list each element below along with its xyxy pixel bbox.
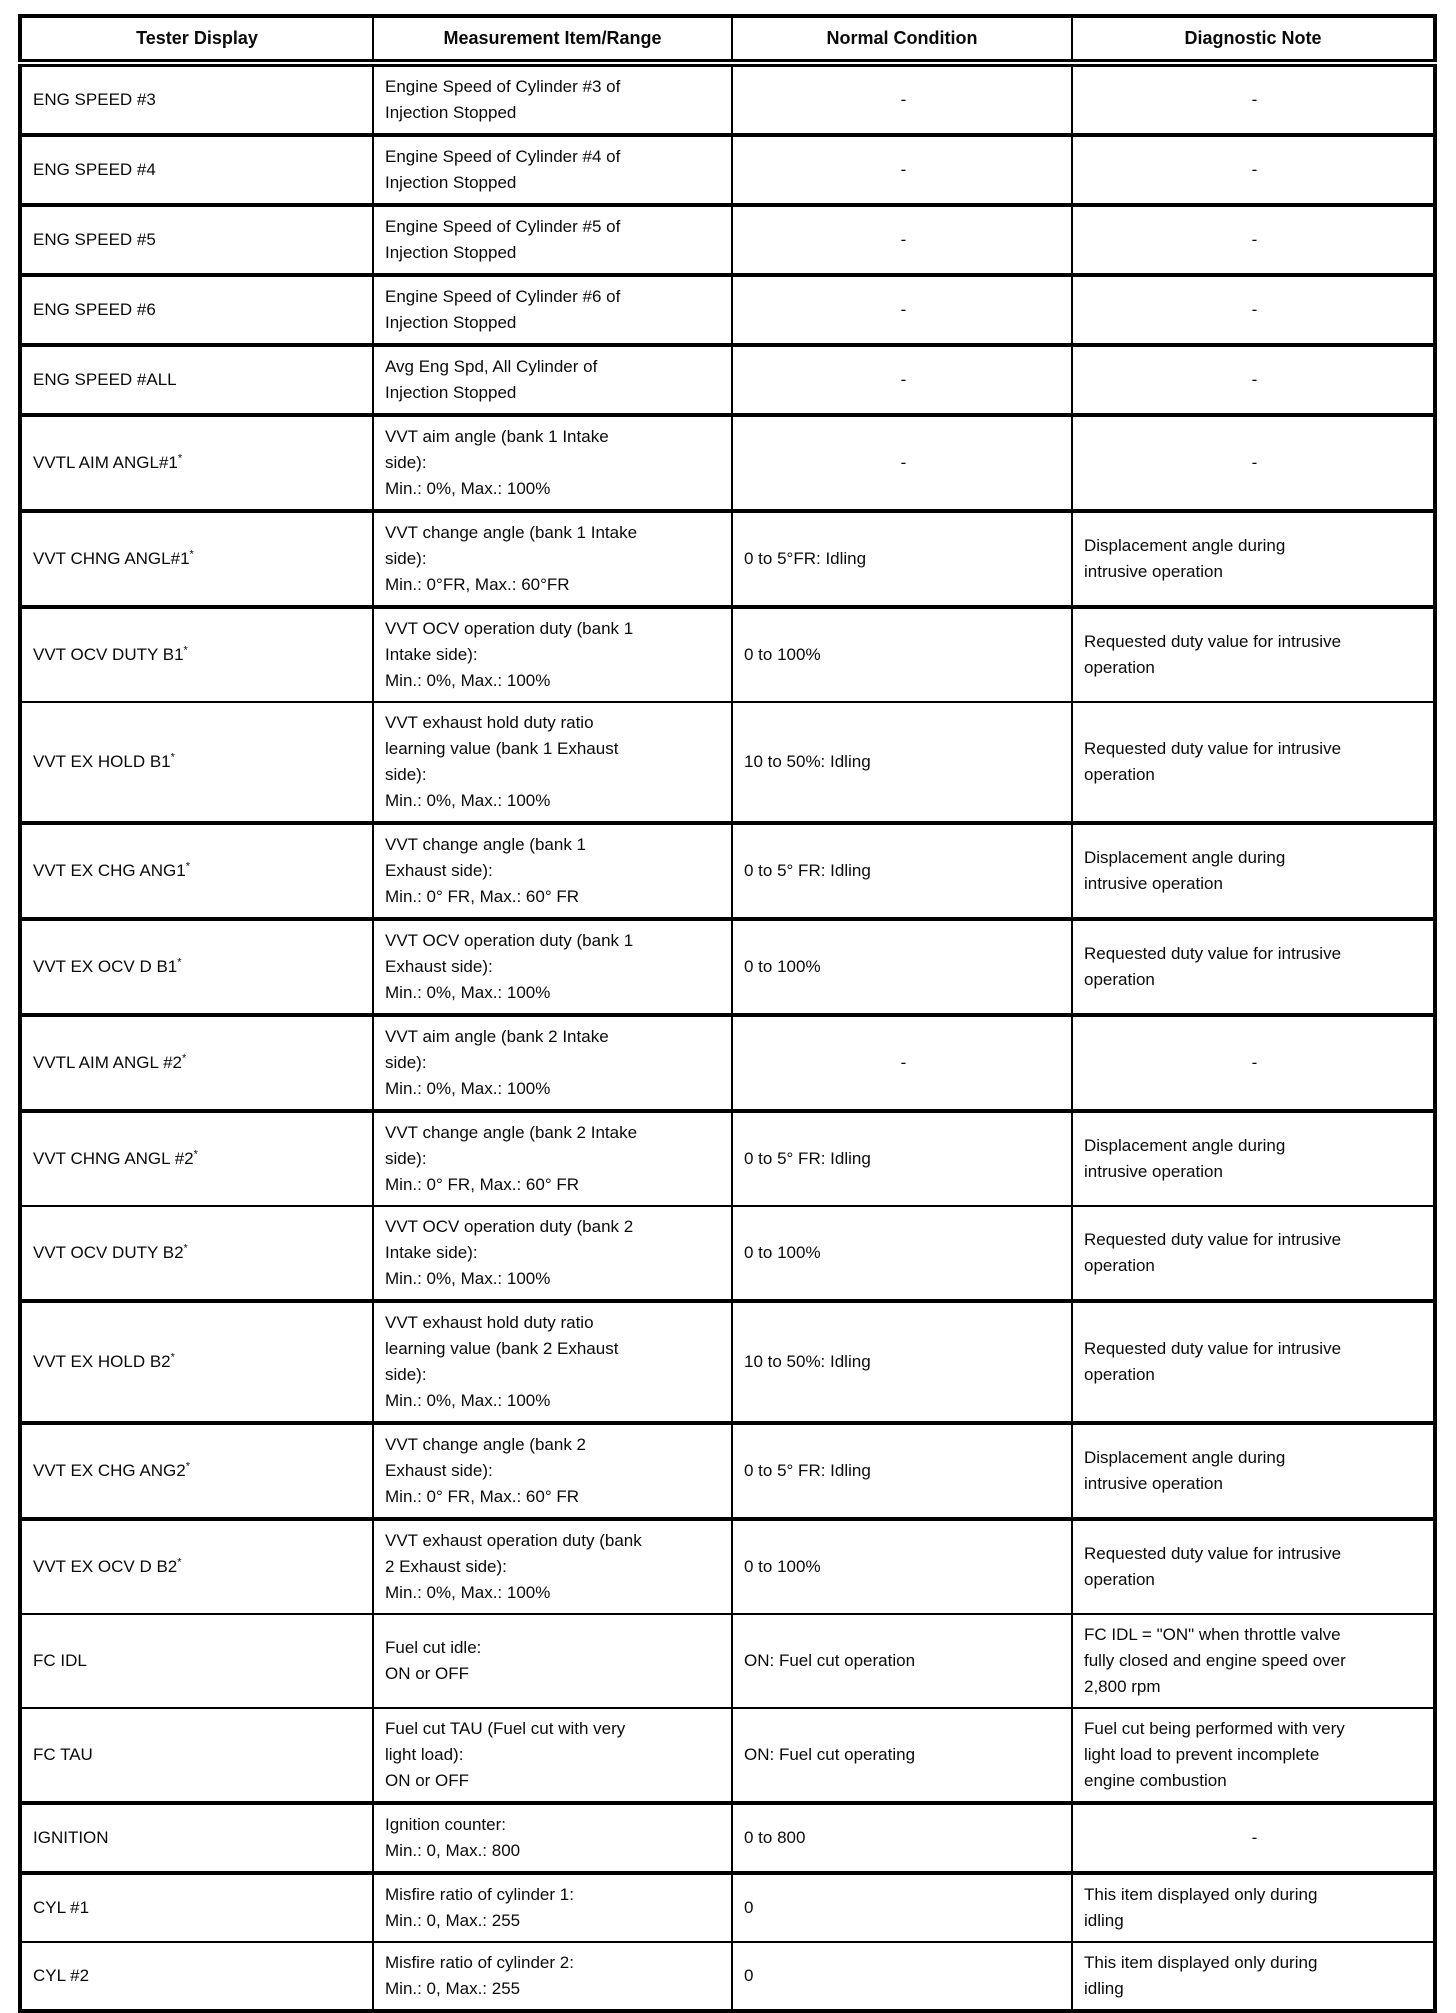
tester-display-cell: FC TAU: [20, 1708, 373, 1803]
text-line: VVT aim angle (bank 2 Intake: [385, 1027, 609, 1046]
text-line: Fuel cut idle:: [385, 1638, 482, 1657]
tester-display-cell: VVT EX HOLD B2*: [20, 1301, 373, 1423]
measurement-item-cell: [373, 345, 732, 415]
tester-display-cell: VVT OCV DUTY B2*: [20, 1206, 373, 1301]
text-line: operation: [1084, 765, 1155, 784]
text-line: learning value (bank 2 Exhaust: [385, 1339, 619, 1358]
header-row: [20, 16, 1435, 63]
tester-display-cell: VVT EX OCV D B1*: [20, 919, 373, 1015]
text-line: intrusive operation: [1084, 874, 1223, 893]
normal-condition-cell: 0 to 100%: [732, 607, 1072, 702]
text-line: Requested duty value for intrusive: [1084, 1230, 1342, 1249]
tester-display-cell: FC IDL: [20, 1614, 373, 1708]
text-line: Displacement angle during: [1084, 536, 1286, 555]
normal-condition-cell: 0 to 5° FR: Idling: [732, 1423, 1072, 1519]
measurement-item-cell: [373, 1614, 732, 1708]
diagnostic-note-cell: -: [1072, 415, 1435, 511]
measurement-item-cell: [373, 1015, 732, 1111]
text-line: ON or OFF: [385, 1771, 470, 1790]
table-body: [20, 63, 1435, 2011]
text-line: Min.: 0%, Max.: 100%: [385, 671, 551, 690]
text-line: idling: [1084, 1911, 1124, 1930]
text-line: operation: [1084, 970, 1155, 989]
footnote-asterisk: *: [185, 860, 191, 873]
text-line: Exhaust side):: [385, 957, 493, 976]
text-line: VVT exhaust hold duty ratio: [385, 713, 594, 732]
text-line: Min.: 0, Max.: 800: [385, 1841, 521, 1860]
text-line: side):: [385, 1053, 427, 1072]
diagnostic-note-cell: [1072, 919, 1435, 1015]
diagnostic-note-cell: [1072, 1708, 1435, 1803]
text-line: side):: [385, 765, 427, 784]
tester-display-cell: VVT CHNG ANGL#1*: [20, 511, 373, 607]
text-line: Requested duty value for intrusive: [1084, 1544, 1342, 1563]
measurement-item-cell: [373, 1942, 732, 2011]
text-line: Requested duty value for intrusive: [1084, 944, 1342, 963]
diagnostic-note-cell: [1072, 1206, 1435, 1301]
text-line: Misfire ratio of cylinder 1:: [385, 1885, 574, 1904]
diagnostic-note-cell: -: [1072, 275, 1435, 345]
measurement-item-cell: [373, 607, 732, 702]
diagnostic-note-cell: [1072, 607, 1435, 702]
normal-condition-cell: -: [732, 135, 1072, 205]
table-row: [20, 345, 1435, 415]
text-line: Engine Speed of Cylinder #4 of: [385, 147, 621, 166]
footnote-asterisk: *: [170, 751, 175, 764]
diagnostic-note-cell: [1072, 823, 1435, 919]
text-line: VVT change angle (bank 2: [385, 1435, 586, 1454]
normal-condition-cell: 0 to 5° FR: Idling: [732, 1111, 1072, 1206]
col-header-diagnostic-note: Diagnostic Note: [1072, 16, 1435, 63]
table-row: [20, 1015, 1435, 1111]
table-row: [20, 1614, 1435, 1708]
normal-condition-cell: 0 to 5° FR: Idling: [732, 823, 1072, 919]
text-line: VVT change angle (bank 2 Intake: [385, 1123, 638, 1142]
table-row: [20, 607, 1435, 702]
footnote-asterisk: *: [183, 1242, 188, 1255]
table-row: [20, 415, 1435, 511]
col-header-measurement-item-range: Measurement Item/Range: [373, 16, 732, 63]
tester-display-cell: VVT CHNG ANGL #2*: [20, 1111, 373, 1206]
diagnostic-note-cell: [1072, 1942, 1435, 2011]
text-line: 2 Exhaust side):: [385, 1557, 507, 1576]
table-row: [20, 1206, 1435, 1301]
tester-display-cell: CYL #2: [20, 1942, 373, 2011]
text-line: Injection Stopped: [385, 243, 517, 262]
measurement-item-cell: [373, 135, 732, 205]
normal-condition-cell: 0 to 800: [732, 1803, 1072, 1873]
measurement-item-cell: [373, 1873, 732, 1942]
normal-condition-cell: ON: Fuel cut operating: [732, 1708, 1072, 1803]
footnote-asterisk: *: [189, 548, 194, 561]
diagnostic-note-cell: [1072, 1423, 1435, 1519]
text-line: side):: [385, 549, 427, 568]
footnote-asterisk: *: [177, 452, 183, 465]
text-line: learning value (bank 1 Exhaust: [385, 739, 619, 758]
normal-condition-cell: -: [732, 415, 1072, 511]
table-row: [20, 1708, 1435, 1803]
tester-display-cell: ENG SPEED #4: [20, 135, 373, 205]
text-line: VVT aim angle (bank 1 Intake: [385, 427, 609, 446]
footnote-asterisk: *: [193, 1148, 198, 1161]
normal-condition-cell: ON: Fuel cut operation: [732, 1614, 1072, 1708]
diagnostic-note-cell: -: [1072, 135, 1435, 205]
text-line: FC IDL = "ON" when throttle valve: [1084, 1625, 1341, 1644]
footnote-asterisk: *: [177, 956, 182, 969]
text-line: Ignition counter:: [385, 1815, 506, 1834]
text-line: Engine Speed of Cylinder #3 of: [385, 77, 621, 96]
text-line: Min.: 0%, Max.: 100%: [385, 1079, 551, 1098]
footnote-asterisk: *: [183, 644, 188, 657]
table-header: [20, 16, 1435, 63]
tester-display-cell: ENG SPEED #ALL: [20, 345, 373, 415]
table-row: [20, 511, 1435, 607]
diagnostic-note-cell: -: [1072, 63, 1435, 135]
normal-condition-cell: 10 to 50%: Idling: [732, 1301, 1072, 1423]
normal-condition-cell: -: [732, 275, 1072, 345]
text-line: Intake side):: [385, 1243, 478, 1262]
text-line: fully closed and engine speed over: [1084, 1651, 1346, 1670]
measurement-item-cell: [373, 63, 732, 135]
text-line: Engine Speed of Cylinder #6 of: [385, 287, 621, 306]
text-line: VVT OCV operation duty (bank 2: [385, 1217, 634, 1236]
diagnostic-note-cell: -: [1072, 205, 1435, 275]
text-line: Min.: 0%, Max.: 100%: [385, 983, 551, 1002]
text-line: operation: [1084, 1365, 1155, 1384]
measurement-item-cell: [373, 1206, 732, 1301]
text-line: operation: [1084, 658, 1155, 677]
measurement-item-cell: [373, 702, 732, 823]
diagnostic-note-cell: [1072, 702, 1435, 823]
tester-display-cell: ENG SPEED #6: [20, 275, 373, 345]
text-line: VVT OCV operation duty (bank 1: [385, 931, 634, 950]
table-row: [20, 205, 1435, 275]
normal-condition-cell: -: [732, 205, 1072, 275]
text-line: operation: [1084, 1570, 1155, 1589]
tester-display-cell: VVT EX CHG ANG1*: [20, 823, 373, 919]
text-line: Exhaust side):: [385, 1461, 493, 1480]
text-line: Min.: 0, Max.: 255: [385, 1979, 521, 1998]
table-row: [20, 1873, 1435, 1942]
normal-condition-cell: -: [732, 345, 1072, 415]
measurement-item-cell: [373, 919, 732, 1015]
text-line: Requested duty value for intrusive: [1084, 739, 1342, 758]
col-header-tester-display: Tester Display: [20, 16, 373, 63]
normal-condition-cell: -: [732, 63, 1072, 135]
text-line: Min.: 0, Max.: 255: [385, 1911, 521, 1930]
text-line: Injection Stopped: [385, 103, 517, 122]
text-line: Injection Stopped: [385, 313, 517, 332]
tester-display-cell: ENG SPEED #3: [20, 63, 373, 135]
tester-display-cell: VVT EX CHG ANG2*: [20, 1423, 373, 1519]
diagnostic-note-cell: [1072, 511, 1435, 607]
measurement-item-cell: [373, 1301, 732, 1423]
measurement-item-cell: [373, 1111, 732, 1206]
normal-condition-cell: 0: [732, 1942, 1072, 2011]
footnote-asterisk: *: [177, 1556, 182, 1569]
diagnostic-note-cell: -: [1072, 1015, 1435, 1111]
col-header-normal-condition: Normal Condition: [732, 16, 1072, 63]
text-line: side):: [385, 453, 427, 472]
measurement-item-cell: [373, 1519, 732, 1614]
text-line: side):: [385, 1149, 427, 1168]
text-line: Min.: 0°FR, Max.: 60°FR: [385, 575, 570, 594]
text-line: intrusive operation: [1084, 1162, 1223, 1181]
measurement-item-cell: [373, 1708, 732, 1803]
table-row: [20, 1423, 1435, 1519]
normal-condition-cell: -: [732, 1015, 1072, 1111]
text-line: Displacement angle during: [1084, 1448, 1286, 1467]
text-line: Min.: 0%, Max.: 100%: [385, 1583, 551, 1602]
text-line: ON or OFF: [385, 1664, 470, 1683]
text-line: Min.: 0%, Max.: 100%: [385, 1269, 551, 1288]
diagnostic-note-cell: [1072, 1614, 1435, 1708]
text-line: VVT change angle (bank 1: [385, 835, 586, 854]
diagnostic-note-cell: [1072, 1111, 1435, 1206]
text-line: VVT OCV operation duty (bank 1: [385, 619, 634, 638]
table-row: [20, 1519, 1435, 1614]
table-row: [20, 919, 1435, 1015]
text-line: Min.: 0° FR, Max.: 60° FR: [385, 1487, 580, 1506]
text-line: Intake side):: [385, 645, 478, 664]
measurement-item-cell: [373, 275, 732, 345]
measurement-item-cell: [373, 415, 732, 511]
text-line: VVT exhaust operation duty (bank: [385, 1531, 642, 1550]
text-line: light load):: [385, 1745, 464, 1764]
measurement-item-cell: [373, 205, 732, 275]
table-row: [20, 135, 1435, 205]
text-line: Misfire ratio of cylinder 2:: [385, 1953, 574, 1972]
text-line: idling: [1084, 1979, 1124, 1998]
text-line: Min.: 0° FR, Max.: 60° FR: [385, 887, 580, 906]
text-line: light load to prevent incomplete: [1084, 1745, 1320, 1764]
measurement-item-cell: [373, 823, 732, 919]
text-line: Requested duty value for intrusive: [1084, 632, 1342, 651]
footnote-asterisk: *: [185, 1460, 191, 1473]
table-row: [20, 275, 1435, 345]
text-line: Engine Speed of Cylinder #5 of: [385, 217, 621, 236]
tester-display-cell: CYL #1: [20, 1873, 373, 1942]
diagnostic-note-cell: [1072, 1301, 1435, 1423]
text-line: Min.: 0%, Max.: 100%: [385, 479, 551, 498]
text-line: This item displayed only during: [1084, 1953, 1318, 1972]
tester-display-cell: VVTL AIM ANGL#1*: [20, 415, 373, 511]
tester-display-cell: VVTL AIM ANGL #2*: [20, 1015, 373, 1111]
text-line: This item displayed only during: [1084, 1885, 1318, 1904]
text-line: Min.: 0%, Max.: 100%: [385, 1391, 551, 1410]
footnote-asterisk: *: [170, 1351, 175, 1364]
table-row: [20, 823, 1435, 919]
text-line: Min.: 0° FR, Max.: 60° FR: [385, 1175, 580, 1194]
diagnostic-note-cell: [1072, 1519, 1435, 1614]
text-line: 2,800 rpm: [1084, 1677, 1161, 1696]
table-row: [20, 63, 1435, 135]
measurement-item-cell: [373, 1803, 732, 1873]
normal-condition-cell: 10 to 50%: Idling: [732, 702, 1072, 823]
measurement-item-cell: [373, 511, 732, 607]
text-line: Requested duty value for intrusive: [1084, 1339, 1342, 1358]
table-row: [20, 1111, 1435, 1206]
diagnostic-note-cell: -: [1072, 345, 1435, 415]
tester-display-cell: IGNITION: [20, 1803, 373, 1873]
text-line: Displacement angle during: [1084, 848, 1286, 867]
text-line: Fuel cut TAU (Fuel cut with very: [385, 1719, 626, 1738]
text-line: Injection Stopped: [385, 383, 517, 402]
tester-display-cell: VVT EX HOLD B1*: [20, 702, 373, 823]
normal-condition-cell: 0 to 100%: [732, 1206, 1072, 1301]
normal-condition-cell: 0 to 100%: [732, 919, 1072, 1015]
tester-display-cell: VVT EX OCV D B2*: [20, 1519, 373, 1614]
text-line: Displacement angle during: [1084, 1136, 1286, 1155]
text-line: VVT exhaust hold duty ratio: [385, 1313, 594, 1332]
text-line: side):: [385, 1365, 427, 1384]
tester-display-cell: ENG SPEED #5: [20, 205, 373, 275]
footnote-asterisk: *: [181, 1052, 187, 1065]
table-row: [20, 702, 1435, 823]
table-row: [20, 1803, 1435, 1873]
text-line: Avg Eng Spd, All Cylinder of: [385, 357, 598, 376]
diagnostic-note-cell: [1072, 1873, 1435, 1942]
tester-display-cell: VVT OCV DUTY B1*: [20, 607, 373, 702]
normal-condition-cell: 0: [732, 1873, 1072, 1942]
text-line: operation: [1084, 1256, 1155, 1275]
table-row: [20, 1942, 1435, 2011]
text-line: Fuel cut being performed with very: [1084, 1719, 1345, 1738]
normal-condition-cell: 0 to 5°FR: Idling: [732, 511, 1072, 607]
measurement-item-cell: [373, 1423, 732, 1519]
diagnostic-note-cell: -: [1072, 1803, 1435, 1873]
text-line: intrusive operation: [1084, 562, 1223, 581]
text-line: engine combustion: [1084, 1771, 1227, 1790]
text-line: VVT change angle (bank 1 Intake: [385, 523, 638, 542]
diagnostic-data-table: [18, 14, 1437, 2013]
text-line: intrusive operation: [1084, 1474, 1223, 1493]
normal-condition-cell: 0 to 100%: [732, 1519, 1072, 1614]
text-line: Min.: 0%, Max.: 100%: [385, 791, 551, 810]
text-line: Injection Stopped: [385, 173, 517, 192]
table-row: [20, 1301, 1435, 1423]
text-line: Exhaust side):: [385, 861, 493, 880]
